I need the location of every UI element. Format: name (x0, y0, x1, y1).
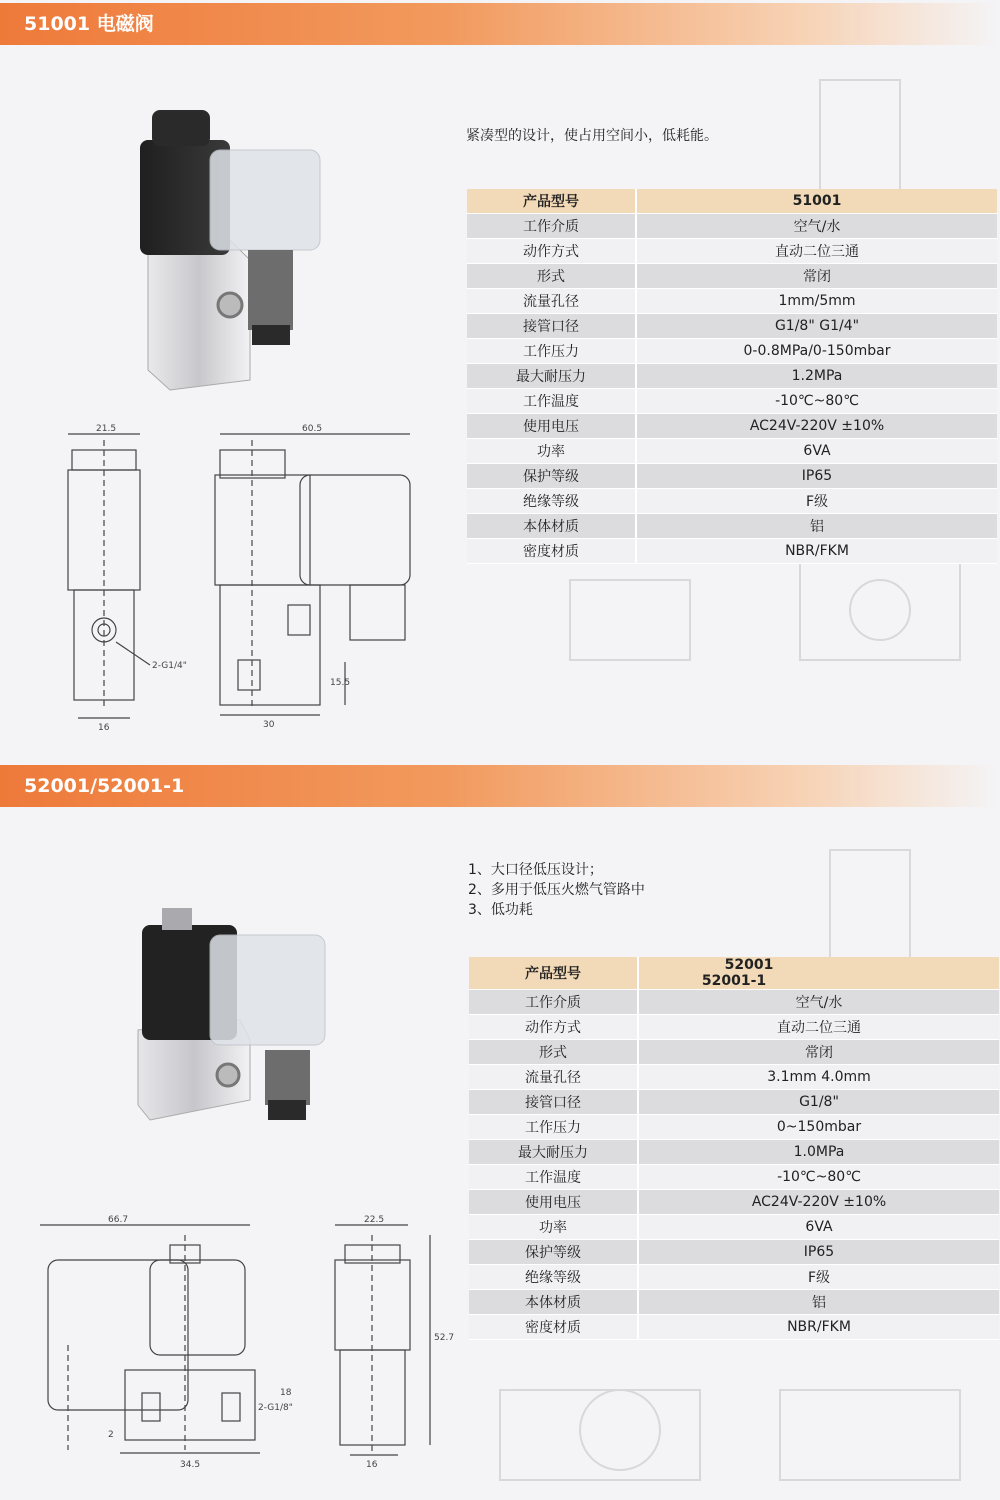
spec-value: IP65 (638, 1240, 999, 1265)
table-row (467, 514, 997, 539)
table-row (469, 1115, 999, 1140)
dim-s2-d5: 18 (280, 1388, 292, 1398)
table-row (469, 1215, 999, 1240)
dim-s2-d6: 2 (108, 1430, 114, 1440)
dim-s2-d3: 52.7 (434, 1333, 455, 1343)
spec-value: 6VA (636, 439, 997, 464)
dim-s2-d1: 66.7 (108, 1215, 129, 1225)
dim-d1: 21.5 (96, 424, 117, 434)
table-row (469, 1165, 999, 1190)
table-row (467, 239, 997, 264)
desc-line-3: 3、低功耗 (468, 902, 533, 918)
spec-label: 接管口径 (469, 1090, 638, 1115)
spec-value: 0~150mbar (638, 1115, 999, 1140)
section1-title: 51001 电磁阀 (24, 13, 154, 35)
spec-value: 常闭 (638, 1040, 999, 1065)
desc-line-1: 1、大口径低压设计； (468, 862, 603, 878)
spec-label: 本体材质 (467, 514, 636, 539)
table-row (467, 314, 997, 339)
spec-value: -10℃~80℃ (638, 1165, 999, 1190)
spec-label: 密度材质 (467, 539, 636, 564)
spec-value: -10℃~80℃ (636, 389, 997, 414)
spec-value: G1/8" (638, 1090, 999, 1115)
dim-d6: 15.5 (330, 678, 351, 688)
spec-label: 流量孔径 (469, 1065, 638, 1090)
spec-value: 6VA (638, 1215, 999, 1240)
spec-value: F级 (638, 1265, 999, 1290)
spec-value: 空气/水 (636, 214, 997, 239)
spec-label: 绝缘等级 (469, 1265, 638, 1290)
spec-label: 工作温度 (469, 1165, 638, 1190)
spec-label: 最大耐压力 (469, 1140, 638, 1165)
spec-label: 工作压力 (467, 339, 636, 364)
spec-value: F级 (636, 489, 997, 514)
dim-d3: 2-G1/4" (152, 661, 187, 671)
spec-value: AC24V-220V ±10% (636, 414, 997, 439)
table-row (469, 1140, 999, 1165)
table-row (467, 364, 997, 389)
dim-s2-d7: 34.5 (180, 1460, 201, 1470)
table-row (467, 439, 997, 464)
section1-spec-table (467, 189, 997, 564)
spec-label: 密度材质 (469, 1315, 638, 1340)
section1-banner (0, 3, 1000, 45)
spec-label: 本体材质 (469, 1290, 638, 1315)
spec-value: G1/8" G1/4" (636, 314, 997, 339)
table-row (467, 289, 997, 314)
table-row (469, 1315, 999, 1340)
spec-label: 接管口径 (467, 314, 636, 339)
spec-value: 直动二位三通 (638, 1015, 999, 1040)
dim-d2: 60.5 (302, 424, 323, 434)
spec-label: 形式 (469, 1040, 638, 1065)
spec-value: 铝 (636, 514, 997, 539)
spec-value: NBR/FKM (636, 539, 997, 564)
spec-label: 功率 (467, 439, 636, 464)
product-photo-51001 (130, 100, 330, 390)
section2-description (468, 860, 645, 920)
spec-label: 动作方式 (469, 1015, 638, 1040)
product-photo-52001 (130, 900, 340, 1130)
spec-value: IP65 (636, 464, 997, 489)
table-row (467, 339, 997, 364)
spec-value: 直动二位三通 (636, 239, 997, 264)
table-row (469, 1240, 999, 1265)
table-row (469, 1090, 999, 1115)
section2-title: 52001/52001-1 (24, 775, 185, 797)
table-header-models (638, 957, 999, 990)
table-row (467, 414, 997, 439)
spec-value: 0-0.8MPa/0-150mbar (636, 339, 997, 364)
table-row (469, 1040, 999, 1065)
spec-label: 流量孔径 (467, 289, 636, 314)
section1-description: 紧凑型的设计，使占用空间小，低耗能。 (466, 128, 718, 144)
section2-spec-table (469, 957, 999, 1340)
table-row (469, 990, 999, 1015)
spec-value: 常闭 (636, 264, 997, 289)
spec-label: 工作压力 (469, 1115, 638, 1140)
table-row (467, 539, 997, 564)
spec-label: 保护等级 (469, 1240, 638, 1265)
table-row (469, 1265, 999, 1290)
table-row (469, 1190, 999, 1215)
table-header-label: 产品型号 (469, 957, 638, 990)
table-row (467, 264, 997, 289)
table-header-label: 产品型号 (467, 189, 636, 214)
dimension-drawing-51001 (60, 420, 430, 740)
table-row (467, 214, 997, 239)
spec-label: 最大耐压力 (467, 364, 636, 389)
table-header-model-b: 52001-1 (701, 973, 767, 989)
spec-label: 形式 (467, 264, 636, 289)
dimension-drawing-52001 (30, 1215, 455, 1475)
spec-value: 1mm/5mm (636, 289, 997, 314)
spec-label: 保护等级 (467, 464, 636, 489)
spec-label: 使用电压 (469, 1190, 638, 1215)
spec-label: 绝缘等级 (467, 489, 636, 514)
table-row (469, 1065, 999, 1090)
spec-label: 工作介质 (467, 214, 636, 239)
table-header-model-a: 52001 (724, 957, 774, 973)
table-row (467, 389, 997, 414)
desc-line-2: 2、多用于低压火燃气管路中 (468, 882, 645, 898)
table-row (467, 489, 997, 514)
spec-label: 动作方式 (467, 239, 636, 264)
spec-value: AC24V-220V ±10% (638, 1190, 999, 1215)
dim-s2-d2: 22.5 (364, 1215, 385, 1225)
dim-d4: 16 (98, 723, 110, 733)
spec-label: 工作温度 (467, 389, 636, 414)
spec-value: 3.1mm 4.0mm (638, 1065, 999, 1090)
table-row (467, 464, 997, 489)
spec-label: 使用电压 (467, 414, 636, 439)
spec-label: 工作介质 (469, 990, 638, 1015)
table-header-model: 51001 (636, 189, 997, 214)
table-row (469, 1290, 999, 1315)
spec-value: 铝 (638, 1290, 999, 1315)
spec-value: NBR/FKM (638, 1315, 999, 1340)
spec-value: 1.2MPa (636, 364, 997, 389)
dim-s2-d8: 16 (366, 1460, 378, 1470)
dim-d5: 30 (263, 720, 275, 730)
dim-s2-d4: 2-G1/8" (258, 1403, 293, 1413)
spec-value: 空气/水 (638, 990, 999, 1015)
section2-banner (0, 765, 1000, 807)
spec-label: 功率 (469, 1215, 638, 1240)
spec-value: 1.0MPa (638, 1140, 999, 1165)
table-row (469, 1015, 999, 1040)
